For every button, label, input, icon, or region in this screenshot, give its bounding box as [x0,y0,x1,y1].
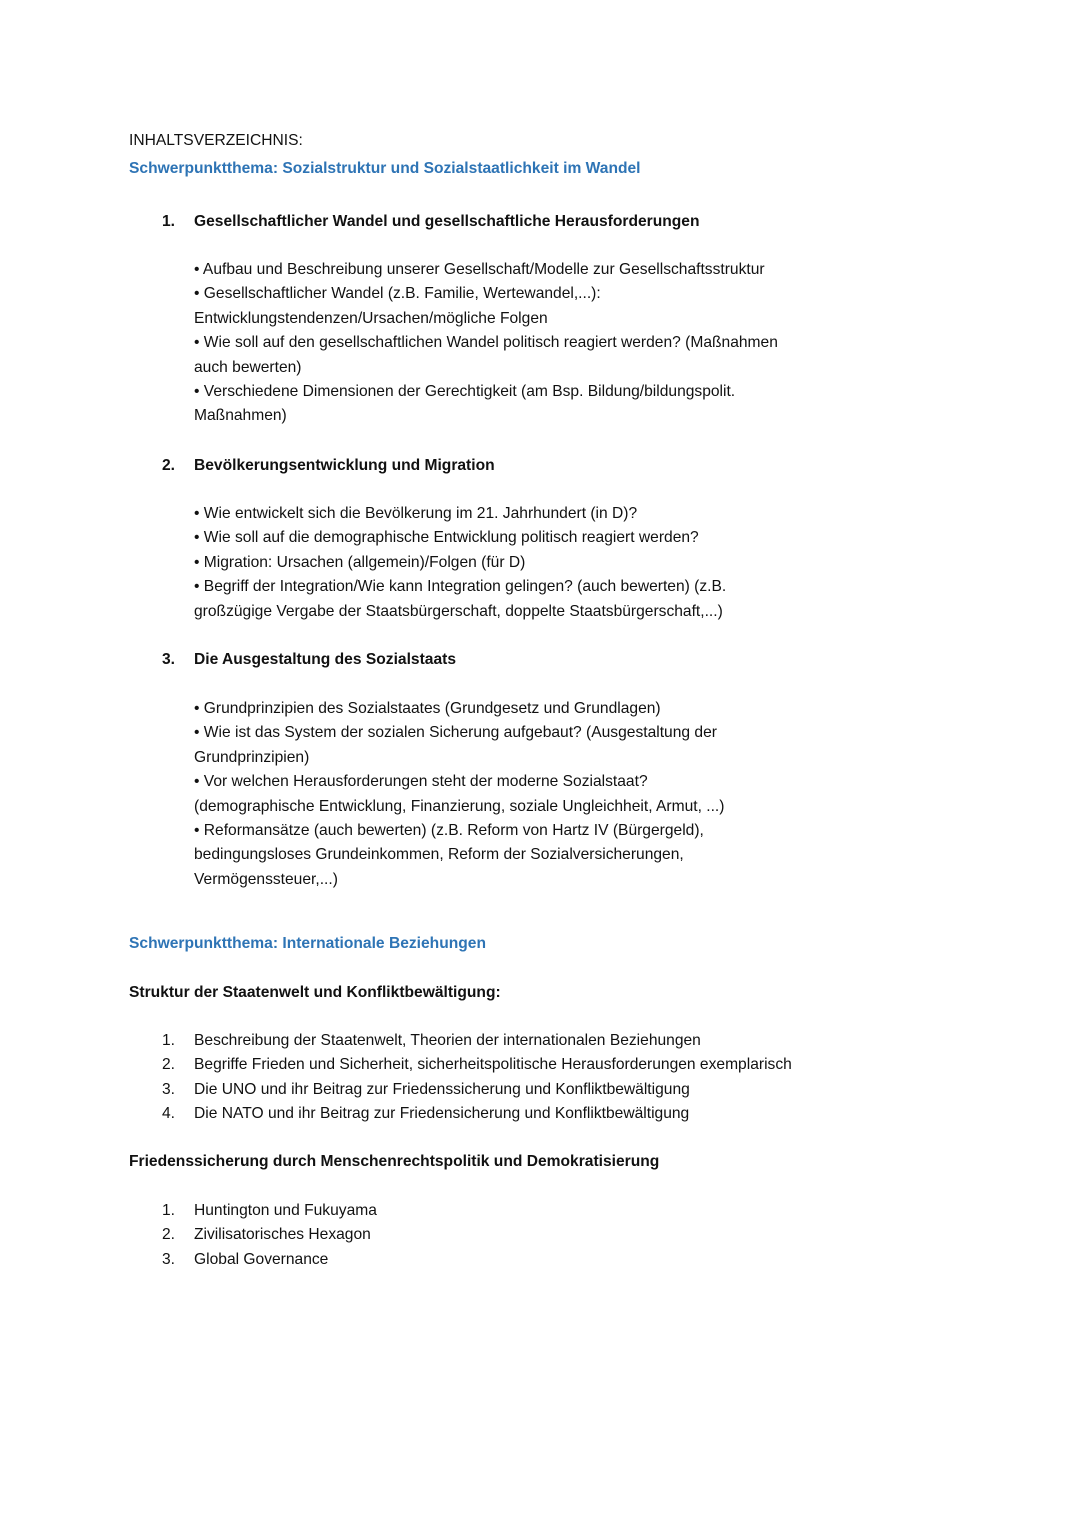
section-heading-sozialstruktur: Schwerpunktthema: Sozialstruktur und Sozialstaatlichkeit im Wandel [129,160,641,177]
bullet-line: • Begriff der Integration/Wie kann Integration gelingen? (auch bewerten) (z.B. [194,578,727,596]
bullet-line: großzügige Vergabe der Staatsbürgerschaft, doppelte Staatsbürgerschaft,...) [194,602,723,620]
bullet-line: (demographische Entwicklung, Finanzierung, soziale Ungleichheit, Armut, ...) [194,797,725,815]
bullet-line: • Reformansätze (auch bewerten) (z.B. Reform von Hartz IV (Bürgergeld), [194,822,704,840]
document-title: INHALTSVERZEICHNIS: [129,132,303,149]
bullet-line: • Wie entwickelt sich die Bevölkerung im 21. Jahrhundert (in D)? [194,505,638,522]
list-item: 3. Die UNO und ihr Beitrag zur Friedenssicherung und Konfliktbewältigung [162,1080,690,1098]
topic-title-1: Gesellschaftlicher Wandel und gesellschaftliche Herausforderungen [194,213,700,230]
list-item: 2. Begriffe Frieden und Sicherheit, sicherheitspolitische Herausforderungen exemplarisch [162,1056,792,1074]
bullet-line: • Grundprinzipien des Sozialstaates (Grundgesetz und Grundlagen) [194,700,661,717]
section-heading-internationale-beziehungen: Schwerpunktthema: Internationale Beziehungen [129,935,486,952]
bullet-line: bedingungsloses Grundeinkommen, Reform der Sozialversicherungen, [194,846,684,864]
bullet-line: Maßnahmen) [194,407,287,425]
topic-number-1: 1. [162,213,176,230]
staatenwelt-list [162,1029,792,1127]
topic-number-2: 2. [162,457,176,474]
subsection-title-staatenwelt: Struktur der Staatenwelt und Konfliktbewältigung: [129,984,501,1001]
list-item: 4. Die NATO und ihr Beitrag zur Friedensicherung und Konfliktbewältigung [162,1105,690,1123]
bullet-line: • Aufbau und Beschreibung unserer Gesellschaft/Modelle zur Gesellschaftsstruktur [194,261,765,278]
bullet-line: • Wie soll auf den gesellschaftlichen Wandel politisch reagiert werden? (Maßnahmen [194,334,778,352]
list-item: 3. Global Governance [162,1250,329,1268]
bullet-line: auch bewerten) [194,358,302,376]
bullet-line: • Migration: Ursachen (allgemein)/Folgen (für D) [194,553,526,571]
list-item: 1. Huntington und Fukuyama [162,1202,377,1219]
bullet-line: • Wie ist das System der sozialen Sicherung aufgebaut? (Ausgestaltung der [194,724,717,742]
bullet-line: • Verschiedene Dimensionen der Gerechtigkeit (am Bsp. Bildung/bildungspolit. [194,383,736,401]
bullet-line: • Wie soll auf die demographische Entwicklung politisch reagiert werden? [194,529,699,547]
bullet-line: • Vor welchen Herausforderungen steht der moderne Sozialstaat? [194,773,648,791]
list-item: 2. Zivilisatorisches Hexagon [162,1226,371,1244]
subsection-title-friedenssicherung: Friedenssicherung durch Menschenrechtspolitik und Demokratisierung [129,1153,660,1170]
bullet-line: Vermögenssteuer,...) [194,870,338,888]
topic-1-bullets [194,258,778,429]
bullet-line: Grundprinzipien) [194,748,310,766]
bullet-line: Entwicklungstendenzen/Ursachen/mögliche Folgen [194,309,548,327]
topic-2-bullets [194,502,726,624]
topic-title-2: Bevölkerungsentwicklung und Migration [194,457,495,474]
friedenssicherung-list [162,1199,377,1272]
bullet-line: • Gesellschaftlicher Wandel (z.B. Familie, Wertewandel,...): [194,285,601,303]
topic-number-3: 3. [162,651,176,668]
topic-3-bullets [194,697,724,892]
list-item: 1. Beschreibung der Staatenwelt, Theorien der internationalen Beziehungen [162,1032,701,1049]
topic-title-3: Die Ausgestaltung des Sozialstaats [194,651,456,668]
